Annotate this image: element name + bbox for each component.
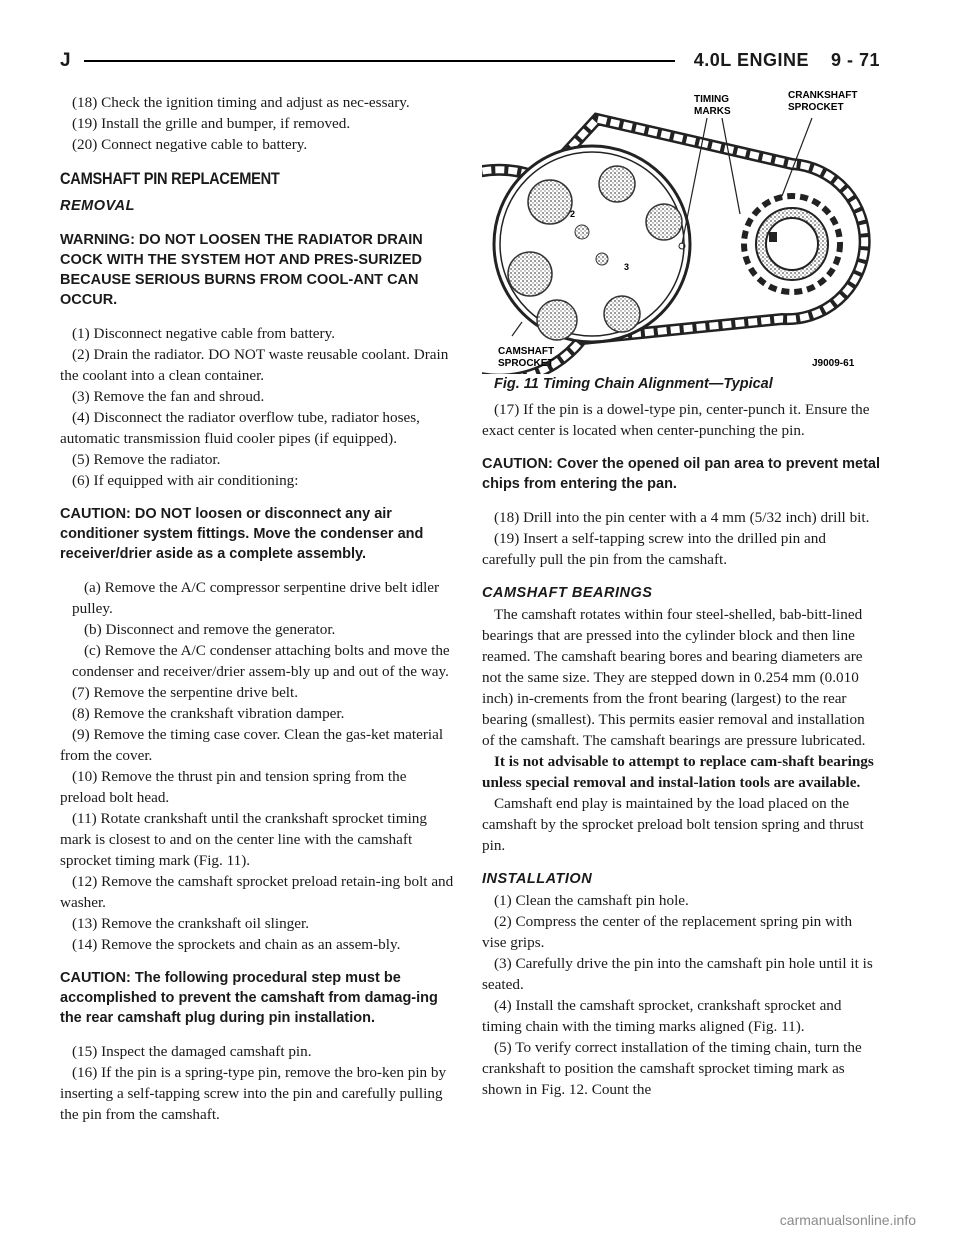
installation-step: (1) Clean the camshaft pin hole. — [494, 892, 689, 909]
bearings-paragraph: The camshaft rotates within four steel-shelled, bab-bitt-lined bearings that are pressed into the cylinder block and then line reamed. The camshaft bearing bores and bearing diameters are not the same size. They are stepped down in 0.254 mm (0.010 inch) in-crements from the front bearing (largest) to the rear bearing (smallest). This permits easier removal and installation of the camshaft. The camshaft bearings are pressure lubricated. — [482, 606, 866, 749]
removal-step: (5) Remove the radiator. — [72, 451, 221, 468]
removal-substep: (b) Disconnect and remove the generator. — [84, 621, 336, 638]
label-camshaft: CAMSHAFT — [498, 346, 555, 357]
header-rule — [84, 60, 675, 62]
installation-step: (5) To verify correct installation of the timing chain, turn the crankshaft to position the camshaft sprocket timing mark as shown in Fig. 12. Count the — [482, 1039, 862, 1098]
removal-step: (14) Remove the sprockets and chain as an assem-bly. — [72, 936, 401, 953]
step-19: (19) Install the grille and bumper, if removed. — [72, 115, 351, 132]
removal-heading: REMOVAL — [60, 198, 135, 214]
removal-step: (1) Disconnect negative cable from battery. — [72, 325, 335, 342]
bearings-paragraph: Camshaft end play is maintained by the load placed on the camshaft by the sprocket preload bolt tension spring and thrust pin. — [482, 795, 864, 854]
caution-text: CAUTION: DO NOT loosen or disconnect any air conditioner system fittings. Move the condenser and receiver/drier aside as a complete assembly. — [60, 506, 424, 562]
timing-chain-illustration — [482, 84, 880, 374]
installation-heading: INSTALLATION — [482, 871, 593, 887]
removal-step: (13) Remove the crankshaft oil slinger. — [72, 915, 310, 932]
label-camshaft-sprocket: SPROCKET — [498, 358, 554, 369]
removal-step: (19) Insert a self-tapping screw into the drilled pin and carefully pull the pin from the camshaft. — [482, 530, 826, 568]
removal-step: (18) Drill into the pin center with a 4 mm (5/32 inch) drill bit. — [494, 509, 870, 526]
bearings-note: It is not advisable to attempt to replace cam-shaft bearings unless special removal and instal-lation tools are available. — [482, 753, 874, 791]
bearings-heading: CAMSHAFT BEARINGS — [482, 585, 653, 601]
figure-id: J9009-61 — [812, 358, 855, 369]
removal-substep: (a) Remove the A/C compressor serpentine drive belt idler pulley. — [72, 579, 440, 617]
left-column — [60, 92, 455, 1125]
figure-caption: Fig. 11 Timing Chain Alignment—Typical — [494, 376, 773, 392]
removal-step: (9) Remove the timing case cover. Clean the gas-ket material from the cover. — [60, 726, 444, 764]
section-title: CAMSHAFT PIN REPLACEMENT — [60, 169, 280, 188]
removal-step: (2) Drain the radiator. DO NOT waste reusable coolant. Drain the coolant into a clean container. — [60, 346, 449, 384]
caution-text: CAUTION: The following procedural step must be accomplished to prevent the camshaft from damag-ing the rear camshaft plug during pin installation. — [60, 970, 438, 1026]
removal-step: (6) If equipped with air conditioning: — [72, 472, 299, 489]
installation-step: (2) Compress the center of the replacement spring pin with vise grips. — [482, 913, 853, 951]
label-timing: TIMING — [694, 94, 729, 105]
label-crankshaft: CRANKSHAFT — [788, 90, 858, 101]
right-column — [482, 92, 880, 1100]
removal-substep: (c) Remove the A/C condenser attaching bolts and move the condenser and receiver/drier assem-bly up and out of the way. — [72, 642, 450, 680]
svg-text:2: 2 — [570, 209, 576, 219]
svg-text:3: 3 — [624, 262, 630, 272]
removal-step: (8) Remove the crankshaft vibration damper. — [72, 705, 345, 722]
header-title: 4.0L ENGINE 9 - 71 — [693, 50, 880, 70]
removal-step: (4) Disconnect the radiator overflow tube, radiator hoses, automatic transmission fluid cooler pipes (if equipped). — [60, 409, 420, 447]
removal-step: (12) Remove the camshaft sprocket preload retain-ing bolt and washer. — [60, 873, 454, 911]
warning-text: WARNING: DO NOT LOOSEN THE RADIATOR DRAIN COCK WITH THE SYSTEM HOT AND PRES-SURIZED BECAUSE SERIOUS BURNS FROM COOL-ANT CAN OCCUR. — [60, 232, 423, 308]
caution-text: CAUTION: Cover the opened oil pan area to prevent metal chips from entering the pan. — [482, 456, 881, 492]
camshaft-sprocket — [494, 146, 690, 342]
step-18: (18) Check the ignition timing and adjust as nec-essary. — [72, 94, 410, 111]
watermark: carmanualsonline.info — [779, 1212, 916, 1228]
header-section-letter: J — [60, 50, 71, 71]
removal-step: (7) Remove the serpentine drive belt. — [72, 684, 299, 701]
removal-step: (16) If the pin is a spring-type pin, remove the bro-ken pin by inserting a self-tapping screw into the pin and carefully pulling the pin from the camshaft. — [60, 1064, 447, 1123]
removal-step: (11) Rotate crankshaft until the crankshaft sprocket timing mark is closest to and on the center line with the camshaft sprocket timing mark (Fig. 11). — [60, 810, 427, 869]
installation-step: (3) Carefully drive the pin into the camshaft pin hole until it is seated. — [482, 955, 873, 993]
timing-chain-figure — [482, 84, 880, 374]
step-20: (20) Connect negative cable to battery. — [72, 136, 308, 153]
installation-step: (4) Install the camshaft sprocket, crankshaft sprocket and timing chain with the timing marks aligned (Fig. 11). — [482, 997, 842, 1035]
page-header — [60, 50, 880, 72]
removal-step: (17) If the pin is a dowel-type pin, center-punch it. Ensure the exact center is located when center-punching the pin. — [482, 401, 870, 439]
label-crankshaft-sprocket: SPROCKET — [788, 102, 844, 113]
removal-step: (15) Inspect the damaged camshaft pin. — [72, 1043, 312, 1060]
label-marks: MARKS — [694, 106, 731, 117]
removal-step: (3) Remove the fan and shroud. — [72, 388, 265, 405]
removal-step: (10) Remove the thrust pin and tension spring from the preload bolt head. — [60, 768, 407, 806]
